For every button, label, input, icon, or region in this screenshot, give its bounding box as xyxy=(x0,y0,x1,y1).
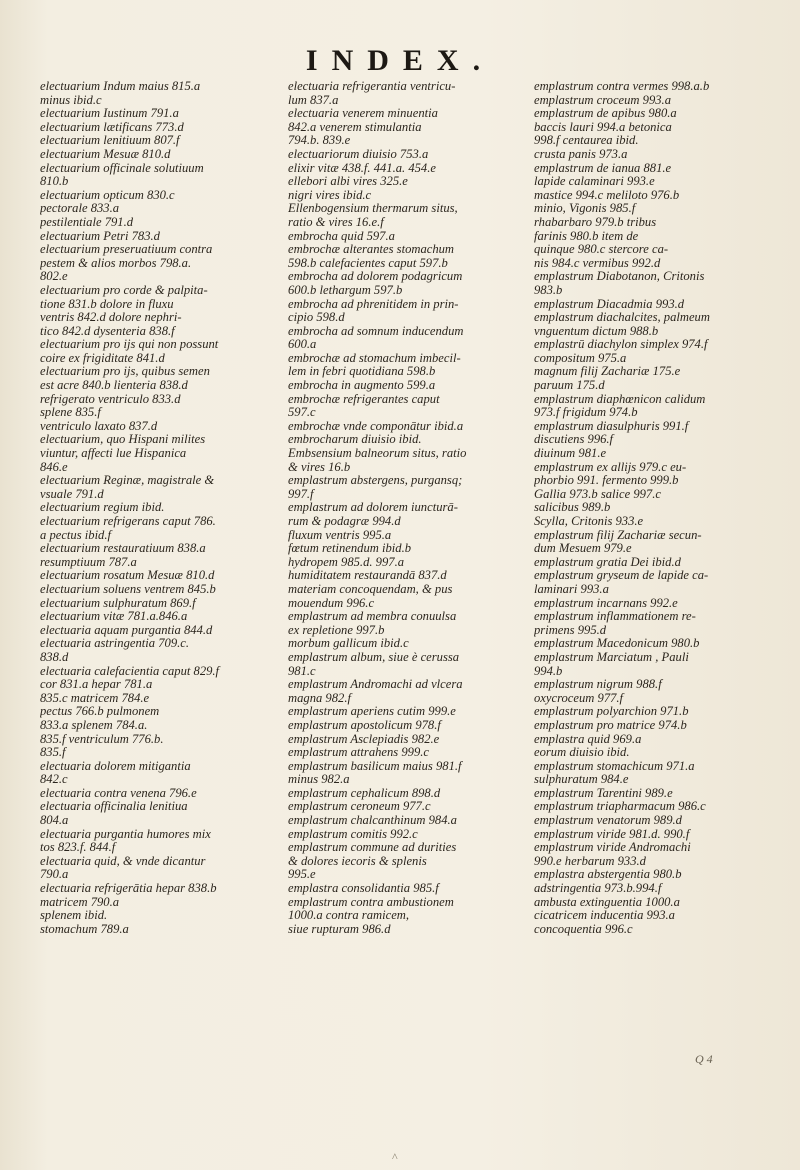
index-entry: emplastrum Marciatum , Pauli xyxy=(534,650,689,664)
index-entry: tico 842.d dysenteria 838.f xyxy=(40,324,175,338)
index-entry: minus 982.a xyxy=(288,773,350,787)
index-entry: morbum gallicum ibid.c xyxy=(288,637,409,651)
index-entry: siue rupturam 986.d xyxy=(288,922,391,936)
index-entry: pectorale 833.a xyxy=(40,202,120,216)
index-entry: 983.b xyxy=(534,283,563,297)
index-entry: emplastrum polyarchion 971.b xyxy=(534,705,689,719)
index-entry: 835.f ventriculum 776.b. xyxy=(40,732,164,746)
index-entry: emplastrum inflammationem re- xyxy=(534,610,696,624)
index-column-2 xyxy=(288,80,544,936)
index-entry: emplastrum album, siue è cerussa xyxy=(288,650,460,664)
index-entry: electuaria contra venena 796.e xyxy=(40,786,197,800)
index-entry: 1000.a contra ramicem, xyxy=(288,909,410,923)
index-entry: embrocha ad dolorem podagricum xyxy=(288,270,463,284)
index-entry: mouendum 996.c xyxy=(288,596,375,610)
index-entry: laminari 993.a xyxy=(534,582,609,596)
index-entry: & vires 16.b xyxy=(288,460,351,474)
index-entry: emplastrum pro matrice 974.b xyxy=(534,718,687,732)
index-entry: phorbio 991. fermento 999.b xyxy=(534,474,679,488)
index-entry: 835.c matricem 784.e xyxy=(40,691,150,705)
index-entry: embrochæ refrigerantes caput xyxy=(288,392,440,406)
index-entry: emplastrum apostolicum 978.f xyxy=(288,718,441,732)
index-entry: materiam concoquendam, & pus xyxy=(288,582,453,596)
index-entry: emplastrum incarnans 992.e xyxy=(534,596,678,610)
index-entry: emplastrum abstergens, purgansq; xyxy=(288,474,463,488)
index-entry: emplastrum aperiens cutim 999.e xyxy=(288,705,456,719)
index-entry: emplastrum commune ad durities xyxy=(288,841,457,855)
index-entry: vsuale 791.d xyxy=(40,487,104,501)
index-entry: tos 823.f. 844.f xyxy=(40,841,116,855)
index-entry: emplastrum Asclepiadis 982.e xyxy=(288,732,440,746)
index-entry: 597.c xyxy=(288,406,316,420)
index-entry: emplastrum triapharmacum 986.c xyxy=(534,800,706,814)
index-entry: electuarium regium ibid. xyxy=(40,501,165,515)
index-entry: 846.e xyxy=(40,460,68,474)
index-entry: 842.c xyxy=(40,773,68,787)
index-entry: a pectus ibid.f xyxy=(40,528,112,542)
index-entry: electuarium Indum maius 815.a xyxy=(40,80,201,93)
index-entry: farinis 980.b item de xyxy=(534,229,639,243)
index-entry: magnum filij Zachariæ 175.e xyxy=(534,365,681,379)
index-entry: coire ex frigiditate 841.d xyxy=(40,351,165,365)
index-entry: lapide calaminari 993.e xyxy=(534,175,655,189)
index-entry: emplastrum chalcanthinum 984.a xyxy=(288,814,457,828)
index-entry: ellebori albi vires 325.e xyxy=(288,175,408,189)
index-entry: emplastrum de ianua 881.e xyxy=(534,161,672,175)
signature-mark: Q 4 xyxy=(695,1052,713,1066)
index-entry: adstringentia 973.b.994.f xyxy=(534,882,662,896)
index-entry: cor 831.a hepar 781.a xyxy=(40,678,153,692)
index-entry: tione 831.b dolore in fluxu xyxy=(40,297,174,311)
index-entry: magna 982.f xyxy=(288,691,351,705)
index-entry: emplastrum comitis 992.c xyxy=(288,827,418,841)
index-entry: 995.e xyxy=(288,868,316,882)
index-entry: paruum 175.d xyxy=(534,379,605,393)
index-entry: baccis lauri 994.a betonica xyxy=(534,120,672,134)
index-entry: emplastrum Diabotanon, Critonis xyxy=(534,270,705,284)
index-entry: crusta panis 973.a xyxy=(534,147,628,161)
index-entry: sulphuratum 984.e xyxy=(534,773,629,787)
index-entry: 973.f frigidum 974.b xyxy=(534,406,638,420)
index-entry: electuarium pro ijs qui non possunt xyxy=(40,338,219,352)
index-entry: lem in febri quotidiana 598.b xyxy=(288,365,436,379)
index-entry: electuaria dolorem mitigantia xyxy=(40,759,191,773)
index-entry: embrocha ad somnum inducendum xyxy=(288,324,464,338)
index-entry: emplastrum stomachicum 971.a xyxy=(534,759,695,773)
index-entry: 990.e herbarum 933.d xyxy=(534,854,646,868)
index-entry: dum Mesuem 979.e xyxy=(534,542,632,556)
index-entry: emplastrum contra vermes 998.a.b xyxy=(534,80,710,93)
index-entry: emplastrum gratia Dei ibid.d xyxy=(534,555,681,569)
index-entry: emplastrum venatorum 989.d xyxy=(534,814,682,828)
index-entry: compositum 975.a xyxy=(534,351,627,365)
index-entry: 600.a xyxy=(288,338,317,352)
index-entry: viuntur, affecti lue Hispanica xyxy=(40,447,187,461)
index-entry: emplastrum ad dolorem iuncturā- xyxy=(288,501,458,515)
index-entry: primens 995.d xyxy=(534,623,607,637)
index-entry: discutiens 996.f xyxy=(534,433,614,447)
index-entry: electuaria astringentia 709.c. xyxy=(40,637,190,651)
index-entry: concoquentia 996.c xyxy=(534,922,633,936)
index-entry: embrochæ alterantes stomachum xyxy=(288,243,455,257)
index-entry: electuarium Petri 783.d xyxy=(40,229,160,243)
index-entry: rhabarbaro 979.b tribus xyxy=(534,215,657,229)
index-entry: emplastrum filij Zachariæ secun- xyxy=(534,528,702,542)
index-entry: electuaria refrigerantia ventricu- xyxy=(288,80,456,93)
index-entry: cicatricem inducentia 993.a xyxy=(534,909,675,923)
index-entry: electuarium lætificans 773.d xyxy=(40,120,184,134)
index-entry: electuarium refrigerans caput 786. xyxy=(40,515,216,528)
index-entry: Scylla, Critonis 933.e xyxy=(534,515,644,528)
index-entry: 802.e xyxy=(40,270,68,284)
index-entry: electuarium rosatum Mesuæ 810.d xyxy=(40,569,215,583)
index-entry: minio, Vigonis 985.f xyxy=(534,202,636,216)
index-entry: emplastrum gryseum de lapide ca- xyxy=(534,569,709,583)
index-entry: electuarium soluens ventrem 845.b xyxy=(40,582,216,596)
index-entry: electuaria calefacientia caput 829.f xyxy=(40,664,220,678)
index-entry: 600.b lethargum 597.b xyxy=(288,283,403,297)
index-entry: 598.b calefacientes caput 597.b xyxy=(288,256,448,270)
index-entry: diuinum 981.e xyxy=(534,447,607,461)
index-entry: electuarium Mesuæ 810.d xyxy=(40,147,171,161)
index-entry: quinque 980.c stercore ca- xyxy=(534,243,669,257)
index-entry: salicibus 989.b xyxy=(534,501,611,515)
index-entry: 998.f centaurea ibid. xyxy=(534,134,639,148)
index-entry: embrochæ ad stomachum imbecil- xyxy=(288,351,461,365)
index-entry: electuarium sulphuratum 869.f xyxy=(40,596,196,610)
bottom-mark: ^ xyxy=(392,1150,398,1164)
index-entry: electuaria quid, & vnde dicantur xyxy=(40,854,206,868)
index-entry: cipio 598.d xyxy=(288,311,345,325)
index-entry: refrigerato ventriculo 833.d xyxy=(40,392,181,406)
index-entry: fluxum ventris 995.a xyxy=(288,528,392,542)
index-entry: electuaria purgantia humores mix xyxy=(40,827,211,841)
index-entry: 794.b. 839.e xyxy=(288,134,351,148)
index-entry: ratio & vires 16.e.f xyxy=(288,215,384,229)
index-entry: lum 837.a xyxy=(288,93,339,107)
index-entry: matricem 790.a xyxy=(40,895,120,909)
index-entry: emplastrum viride Andromachi xyxy=(534,841,691,855)
index-entry: embrochæ vnde componātur ibid.a xyxy=(288,419,464,433)
index-entry: embrocha quid 597.a xyxy=(288,229,395,243)
index-entry: Ellenbogensium thermarum situs, xyxy=(288,202,458,216)
index-entry: electuarium Iustinum 791.a xyxy=(40,107,179,121)
index-entry: emplastrum ceroneum 977.c xyxy=(288,800,431,814)
index-entry: electuarium pro ijs, quibus semen xyxy=(40,365,210,379)
index-entry: 835.f xyxy=(40,746,66,760)
index-entry: electuarium Reginæ, magistrale & xyxy=(40,474,215,488)
index-entry: splene 835.f xyxy=(40,406,101,420)
index-entry: 997.f xyxy=(288,487,314,501)
index-entry: emplastrum diachalcites, palmeum xyxy=(534,311,710,325)
index-entry: emplastrū diachylon simplex 974.f xyxy=(534,338,708,352)
index-entry: est acre 840.b lienteria 838.d xyxy=(40,379,188,393)
index-entry: electuarium opticum 830.c xyxy=(40,188,175,202)
index-entry: vnguentum dictum 988.b xyxy=(534,324,659,338)
index-entry: emplastra consolidantia 985.f xyxy=(288,882,439,896)
index-entry: electuaria venerem minuentia xyxy=(288,107,438,121)
index-entry: rum & podagræ 994.d xyxy=(288,515,401,528)
index-entry: 842.a venerem stimulantia xyxy=(288,120,422,134)
index-entry: humiditatem restaurandā 837.d xyxy=(288,569,447,583)
index-entry: minus ibid.c xyxy=(40,93,102,107)
index-entry: ventris 842.d dolore nephri- xyxy=(40,311,182,325)
index-entry: electuarium, quo Hispani milites xyxy=(40,433,206,447)
index-entry: emplastrum Diacadmia 993.d xyxy=(534,297,685,311)
index-entry: resumptiuum 787.a xyxy=(40,555,137,569)
index-entry: emplastrum ad membra conuulsa xyxy=(288,610,457,624)
index-entry: emplastrum nigrum 988.f xyxy=(534,678,662,692)
index-entry: embrocha in augmento 599.a xyxy=(288,379,436,393)
index-entry: pestem & alios morbos 798.a. xyxy=(40,256,192,270)
index-entry: Embsensium balneorum situs, ratio xyxy=(288,447,467,461)
index-entry: 833.a splenem 784.a. xyxy=(40,718,148,732)
index-entry: emplastrum Andromachi ad vlcera xyxy=(288,678,463,692)
index-entry: embrocharum diuisio ibid. xyxy=(288,433,422,447)
index-entry: 790.a xyxy=(40,868,69,882)
index-entry: electuarium pro corde & palpita- xyxy=(40,283,208,297)
index-column-1 xyxy=(40,80,296,936)
index-entry: elixir vitæ 438.f. 441.a. 454.e xyxy=(288,161,436,175)
index-entry: emplastrum ex allijs 979.c eu- xyxy=(534,460,687,474)
index-entry: emplastrum attrahens 999.c xyxy=(288,746,429,760)
index-entry: splenem ibid. xyxy=(40,909,108,923)
index-entry: electuarium vitæ 781.a.846.a xyxy=(40,610,188,624)
index-entry: emplastrum de apibus 980.a xyxy=(534,107,677,121)
index-entry: 994.b xyxy=(534,664,563,678)
index-entry: emplastrum Tarentini 989.e xyxy=(534,786,673,800)
index-entry: emplastrum viride 981.d. 990.f xyxy=(534,827,690,841)
index-entry: pestilentiale 791.d xyxy=(40,215,134,229)
index-entry: emplastra quid 969.a xyxy=(534,732,642,746)
index-entry: ex repletione 997.b xyxy=(288,623,385,637)
page-title: INDEX. xyxy=(305,44,495,77)
index-entry: nis 984.c vermibus 992.d xyxy=(534,256,661,270)
index-entry: emplastra abstergentia 980.b xyxy=(534,868,682,882)
index-entry: Gallia 973.b salice 997.c xyxy=(534,487,661,501)
index-entry: electuarium lenitiuum 807.f xyxy=(40,134,180,148)
index-entry: electuaria refrigerātia hepar 838.b xyxy=(40,882,217,896)
index-entry: emplastrum diaphœnicon calidum xyxy=(534,392,706,406)
index-entry: emplastrum Macedonicum 980.b xyxy=(534,637,700,651)
index-entry: nigri vires ibid.c xyxy=(288,188,372,202)
index-entry: eorum diuisio ibid. xyxy=(534,746,630,760)
index-entry: fœtum retinendum ibid.b xyxy=(288,542,412,556)
index-entry: emplastrum diasulphuris 991.f xyxy=(534,419,689,433)
index-entry: 981.c xyxy=(288,664,316,678)
index-entry: embrocha ad phrenitidem in prin- xyxy=(288,297,459,311)
index-entry: electuaria aquam purgantia 844.d xyxy=(40,623,213,637)
index-entry: & dolores iecoris & splenis xyxy=(288,854,427,868)
index-entry: 804.a xyxy=(40,814,69,828)
index-entry: 810.b xyxy=(40,175,69,189)
index-entry: emplastrum cephalicum 898.d xyxy=(288,786,441,800)
index-entry: hydropem 985.d. 997.a xyxy=(288,555,405,569)
index-entry: electuariorum diuisio 753.a xyxy=(288,147,429,161)
index-entry: electuarium preseruatiuum contra xyxy=(40,243,213,257)
index-entry: electuarium officinale solutiuum xyxy=(40,161,204,175)
index-entry: pectus 766.b pulmonem xyxy=(40,705,160,719)
index-entry: oxycroceum 977.f xyxy=(534,691,624,705)
index-entry: ventriculo laxato 837.d xyxy=(40,419,158,433)
index-entry: emplastrum croceum 993.a xyxy=(534,93,671,107)
index-entry: 838.d xyxy=(40,650,69,664)
index-entry: mastice 994.c meliloto 976.b xyxy=(534,188,680,202)
index-entry: ambusta extinguentia 1000.a xyxy=(534,895,680,909)
index-column-3 xyxy=(534,80,790,936)
index-entry: electuarium restauratiuum 838.a xyxy=(40,542,206,556)
index-entry: emplastrum contra ambustionem xyxy=(288,895,454,909)
index-entry: stomachum 789.a xyxy=(40,922,129,936)
index-entry: emplastrum basilicum maius 981.f xyxy=(288,759,462,773)
index-entry: electuaria officinalia lenitiua xyxy=(40,800,188,814)
